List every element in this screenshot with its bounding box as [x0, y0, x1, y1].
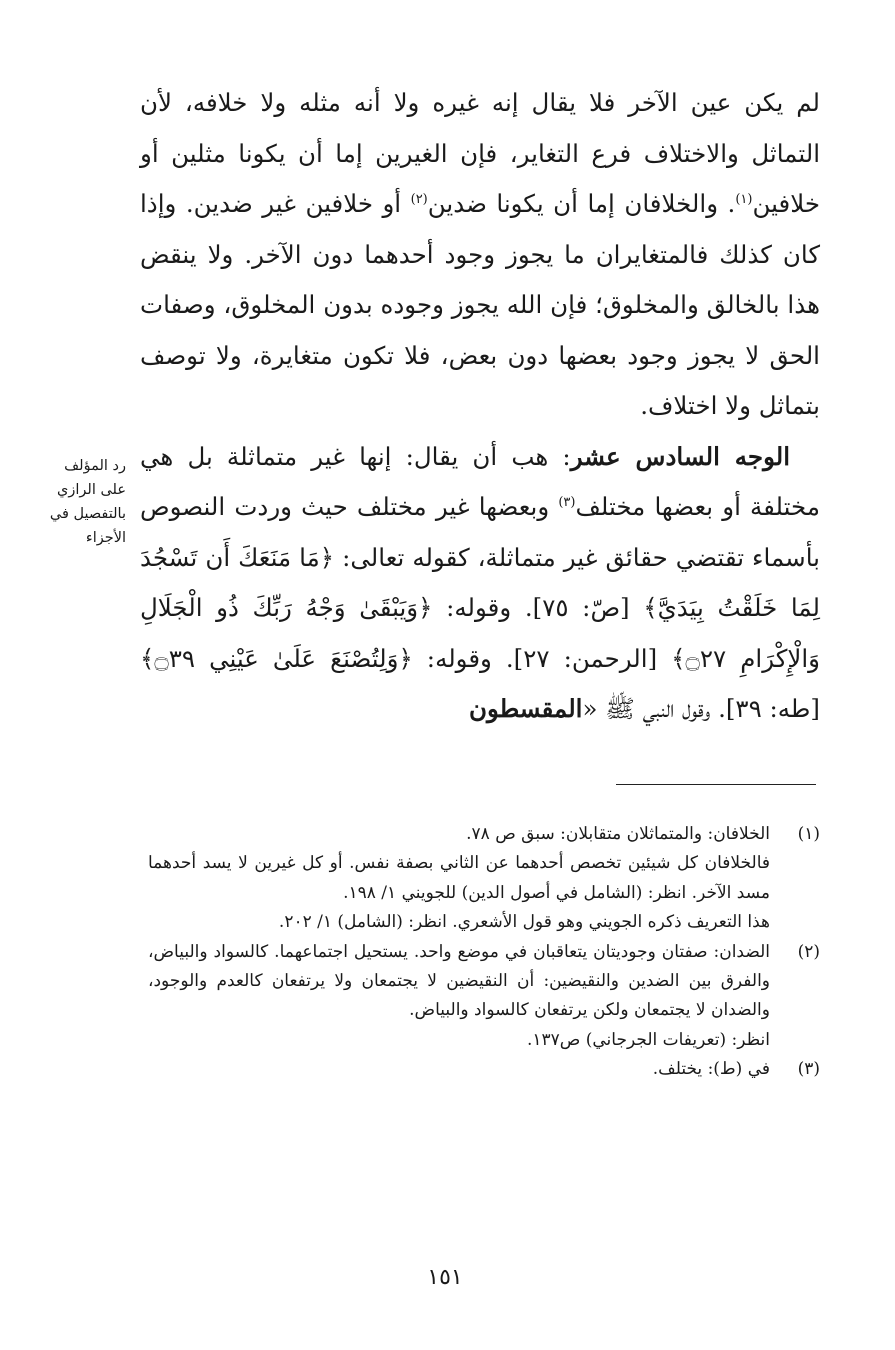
footnote-1: (١) الخلافان: والمتماثلان متقابلان: سبق ص ٧٨. فالخلافان كل شيئين تخصص أحدهما عن الثاني بصفة نفس. أو كل غيرين لا يسد أحدهما مسد الآخر. انظر: (الشامل في أصول الدين) للجويني ١/ ١٩٨. هذا التعريف ذكره الجويني وهو قول الأشعري. انظر: (الشامل) ١/ ٢٠٢.	[148, 820, 820, 938]
paragraph-1: لم يكن عين الآخر فلا يقال إنه غيره ولا أنه مثله ولا خلافه، لأن التماثل والاختلاف فرع التغاير، فإن الغيرين إما أن يكونا مثلين أو خلافين$^{(١)}$. والخلافان إما أن يكونا ضدين$^{(٢)}$ أو خلافين غير ضدين. وإذا كان كذلك فالمتغايران ما يجوز وجود أحدهما دون الآخر. ولا ينقض هذا بالخالق والمخلوق؛ فإن الله يجوز وجوده بدون المخلوق، وصفات الحق لا يجوز وجود بعضها دون بعض، فلا تكون متغايرة، ولا توصف بتماثل ولا اختلاف.	[140, 88, 820, 420]
section-heading: الوجه السادس عشر	[570, 441, 791, 471]
footnotes	[148, 820, 820, 1085]
footnote-ref-1[interactable]: (١)	[735, 191, 753, 207]
footnote-number: (٣)	[797, 1059, 820, 1080]
footnote-ref-2[interactable]: (٢)	[410, 191, 428, 207]
margin-note: رد المؤلف على الرازي بالتفصيل في الأجزاء	[49, 458, 126, 546]
footnote-2: (٢) الضدان: صفتان وجوديتان يتعاقبان في موضع واحد. يستحيل اجتماعهما. كالسواد والبياض، والفرق بين الضدين والنقيضين: أن النقيضين لا يجتمعان ولا يرتفعان كالعدم والوجود، والضدان لا يجتمعان ولكن يرتفعان كالسواد والبياض. انظر: (تعريفات الجرجاني) ص١٣٧.	[148, 938, 820, 1056]
main-text	[140, 78, 820, 735]
paragraph-2: الوجه السادس عشر: هب أن يقال: إنها غير متماثلة بل هي مختلفة أو بعضها مختلف$^{(٣)}$ وبعضها غير مختلف حيث وردت النصوص بأسماء تقتضي حقائق غير متماثلة، كقوله تعالى: ﴿مَا مَنَعَكَ أَن تَسْجُدَ لِمَا خَلَقْتُ بِيَدَيَّ﴾ [صّ: ٧٥]. وقوله: ﴿وَيَبْقَىٰ وَجْهُ رَبِّكَ ذُو الْجَلَالِ وَالْإِكْرَامِ ۝٢٧﴾ [الرحمن: ٢٧]. وقوله: ﴿وَلِتُصْنَعَ عَلَىٰ عَيْنِي ۝٣٩﴾ [طه: ٣٩]. وقول النبي ﷺ «المقسطون	[140, 441, 820, 723]
footnote-3: (٣) في (ط): يختلف.	[148, 1055, 820, 1084]
footnote-ref-3[interactable]: (٣)	[558, 494, 576, 510]
footnote-number: (١)	[797, 824, 820, 844]
footnote-number: (٢)	[797, 941, 820, 962]
page-number: ١٥١	[427, 1265, 463, 1290]
footnote-separator	[616, 784, 816, 785]
bold-end-word: المقسطون	[469, 694, 583, 723]
